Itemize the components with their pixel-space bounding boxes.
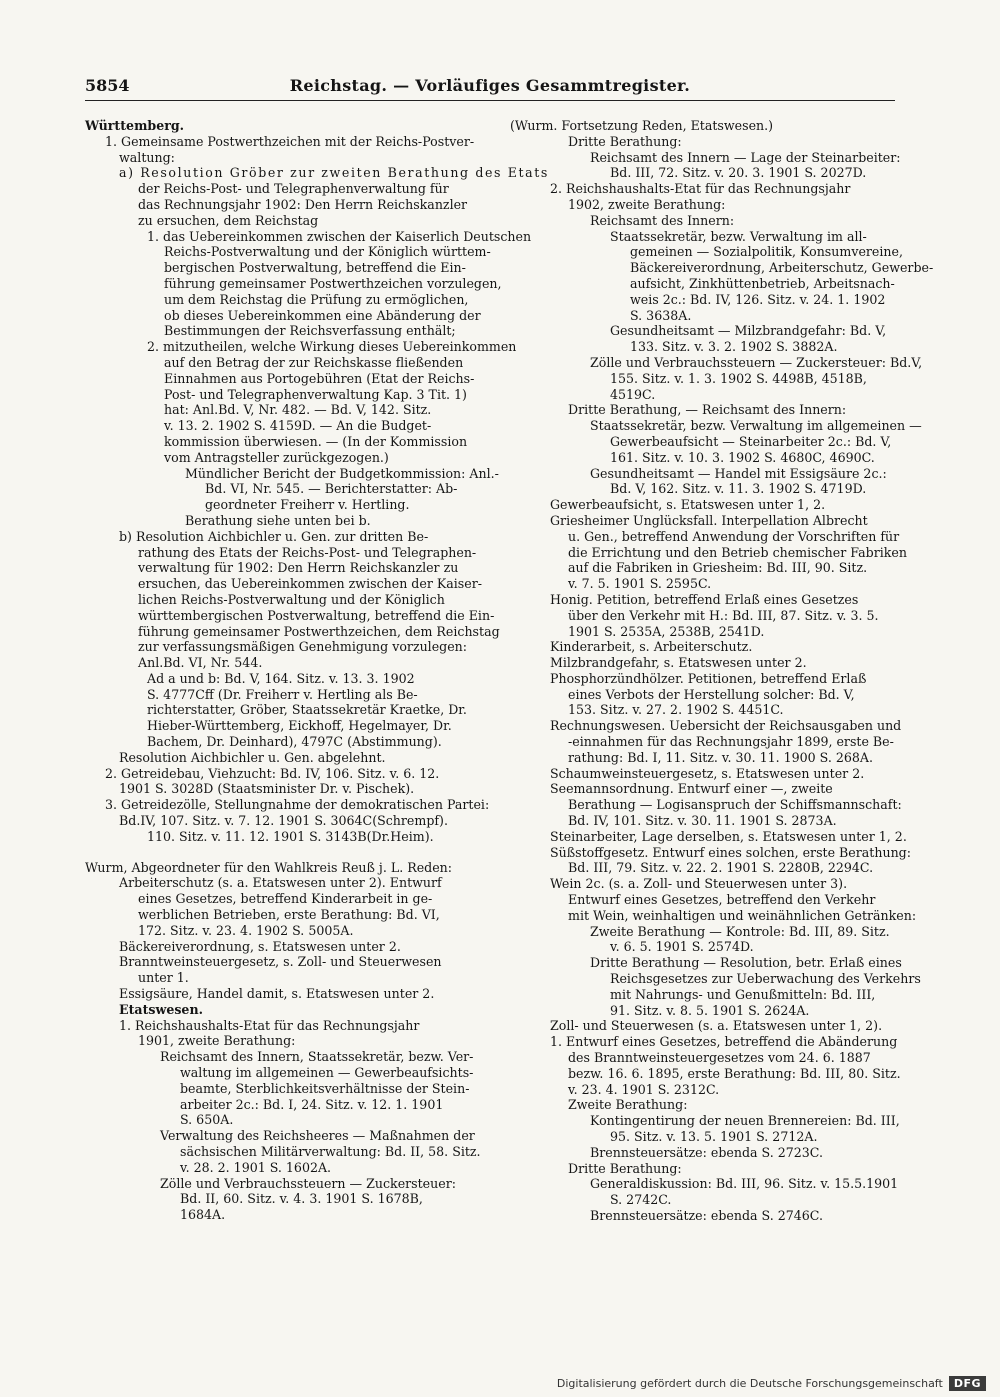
index-line: 3. Getreidezölle, Stellungnahme der demokratischen Partei:: [105, 797, 490, 813]
index-line: Süßstoffgesetz. Entwurf eines solchen, erste Berathung:: [550, 844, 911, 860]
index-line: um dem Reichstag die Prüfung zu ermöglichen,: [164, 291, 469, 307]
index-line: arbeiter 2c.: Bd. I, 24. Sitz. v. 12. 1. 1901: [180, 1096, 444, 1112]
index-line: 1901, zweite Berathung:: [138, 1033, 296, 1049]
index-line: 95. Sitz. v. 13. 5. 1901 S. 2712A.: [610, 1129, 818, 1144]
index-line: Bd.IV, 107. Sitz. v. 7. 12. 1901 S. 3064C(Schrempf).: [119, 813, 448, 829]
index-line: bezw. 16. 6. 1895, erste Berathung: Bd. III, 80. Sitz.: [568, 1065, 901, 1081]
index-line: aufsicht, Zinkhüttenbetrieb, Arbeitsnach-: [630, 275, 895, 291]
index-line: Ad a und b: Bd. V, 164. Sitz. v. 13. 3. 1902: [147, 670, 415, 686]
index-line: Rechnungswesen. Uebersicht der Reichsausgaben und: [550, 718, 902, 734]
page-number: 5854: [85, 76, 130, 95]
dfg-logo: DFG: [949, 1376, 986, 1391]
index-line: Dritte Berathung, — Reichsamt des Innern:: [568, 402, 847, 418]
index-line: eines Verbots der Herstellung solcher: Bd. V,: [568, 686, 855, 702]
index-line: Anl.Bd. VI, Nr. 544.: [138, 655, 263, 671]
index-line: waltung im allgemeinen — Gewerbeaufsichts-: [180, 1065, 474, 1081]
index-line: führung gemeinsamer Postwerthzeichen, dem Reichstag: [138, 623, 500, 639]
index-line: geordneter Freiherr v. Hertling.: [205, 497, 410, 513]
index-line: Zweite Berathung — Kontrole: Bd. III, 89. Sitz.: [590, 923, 890, 939]
index-line: Honig. Petition, betreffend Erlaß eines Gesetzes: [550, 591, 859, 607]
page-header: [85, 76, 895, 101]
index-line: Resolution Aichbichler u. Gen. abgelehnt.: [119, 749, 386, 765]
index-line: zur verfassungsmäßigen Genehmigung vorzulegen:: [138, 639, 468, 655]
index-line: Bd. V, 162. Sitz. v. 11. 3. 1902 S. 4719D.: [610, 481, 867, 497]
index-line: Steinarbeiter, Lage derselben, s. Etatswesen unter 1, 2.: [550, 828, 907, 844]
index-line: Gesundheitsamt — Handel mit Essigsäure 2c.:: [590, 465, 887, 481]
index-line: 1. Reichshaushalts-Etat für das Rechnungsjahr: [119, 1017, 420, 1033]
index-line: -einnahmen für das Rechnungsjahr 1899, erste Be-: [568, 734, 894, 750]
index-line: Essigsäure, Handel damit, s. Etatswesen unter 2.: [119, 986, 435, 1002]
index-line: zu ersuchen, dem Reichstag: [138, 212, 319, 228]
index-line: 2. Getreidebau, Viehzucht: Bd. IV, 106. Sitz. v. 6. 12.: [105, 765, 440, 781]
index-line: Bäckereiverordnung, Arbeiterschutz, Gewerbe-: [630, 260, 934, 276]
index-line: Seemannsordnung. Entwurf einer —, zweite: [550, 781, 833, 797]
index-line: ersuchen, das Uebereinkommen zwischen der Kaiser-: [138, 576, 482, 592]
index-line: Arbeiterschutz (s. a. Etatswesen unter 2). Entwurf: [119, 875, 442, 891]
index-line: auf den Betrag der zur Reichskasse fließenden: [164, 354, 464, 370]
left-column: [85, 118, 549, 1223]
index-line: Kontingentirung der neuen Brennereien: Bd. III,: [590, 1113, 900, 1129]
index-line: weis 2c.: Bd. IV, 126. Sitz. v. 24. 1. 1902: [630, 291, 886, 307]
running-title: Reichstag. — Vorläufiges Gesammtregister.: [289, 76, 691, 95]
index-line: sächsischen Militärverwaltung: Bd. II, 58. Sitz.: [180, 1144, 481, 1159]
index-line: Bd. III, 72. Sitz. v. 20. 3. 1901 S. 2027D.: [610, 165, 867, 181]
index-line: rathung des Etats der Reichs-Post- und Telegraphen-: [138, 544, 477, 560]
index-line: a) Resolution Gröber zur zweiten Berathung des Etats: [119, 165, 549, 181]
index-line: hat: Anl.Bd. V, Nr. 482. — Bd. V, 142. Sitz.: [164, 402, 432, 418]
index-line: mit Wein, weinhaltigen und weinähnlichen Getränken:: [568, 907, 917, 923]
index-line: Kinderarbeit, s. Arbeiterschutz.: [550, 639, 753, 655]
index-line: eines Gesetzes, betreffend Kinderarbeit in ge-: [138, 891, 433, 907]
index-line: verwaltung für 1902: Den Herrn Reichskanzler zu: [138, 560, 459, 576]
index-line: Bd. III, 79. Sitz. v. 22. 2. 1901 S. 2280B, 2294C.: [568, 860, 874, 876]
index-line: der Reichs-Post- und Telegraphenverwaltung für: [138, 181, 449, 197]
index-line: Gewerbeaufsicht — Steinarbeiter 2c.: Bd. V,: [610, 433, 892, 449]
index-line: Post- und Telegraphenverwaltung Kap. 3 Tit. 1): [164, 386, 467, 402]
index-line: 1. Entwurf eines Gesetzes, betreffend die Abänderung: [550, 1034, 898, 1050]
index-line: Milzbrandgefahr, s. Etatswesen unter 2.: [550, 655, 807, 671]
index-line: Reichs-Postverwaltung und der Königlich württem-: [164, 244, 491, 260]
index-line: rathung: Bd. I, 11. Sitz. v. 30. 11. 1900 S. 268A.: [568, 749, 873, 765]
index-line: des Branntweinsteuergesetzes vom 24. 6. 1887: [568, 1050, 871, 1066]
index-line: Brennsteuersätze: ebenda S. 2723C.: [590, 1144, 823, 1160]
index-line: Reichsamt des Innern — Lage der Steinarbeiter:: [590, 149, 901, 165]
index-line: richterstatter, Gröber, Staatssekretär Kraetke, Dr.: [147, 702, 467, 718]
index-line: beamte, Sterblichkeitsverhältnisse der Stein-: [180, 1080, 470, 1096]
index-line: Reichsamt des Innern:: [590, 212, 735, 228]
index-line: Branntweinsteuergesetz, s. Zoll- und Steuerwesen: [119, 954, 442, 970]
index-line: Bd. II, 60. Sitz. v. 4. 3. 1901 S. 1678B,: [180, 1191, 423, 1207]
index-line: Bestimmungen der Reichsverfassung enthält;: [164, 323, 456, 339]
index-line: führung gemeinsamer Postwerthzeichen vorzulegen,: [164, 275, 502, 291]
index-line: (Wurm. Fortsetzung Reden, Etatswesen.): [510, 118, 774, 133]
index-line: die Errichtung und den Betrieb chemischer Fabriken: [568, 544, 907, 560]
index-line: Gewerbeaufsicht, s. Etatswesen unter 1, 2.: [550, 497, 826, 513]
index-line: ob dieses Uebereinkommen eine Abänderung der: [164, 307, 481, 323]
index-line: 153. Sitz. v. 27. 2. 1902 S. 4451C.: [568, 702, 784, 718]
index-line: Generaldiskussion: Bd. III, 96. Sitz. v. 15.5.1901: [590, 1176, 899, 1192]
index-line: Staatssekretär, bezw. Verwaltung im all-: [610, 228, 867, 244]
index-line: v. 23. 4. 1901 S. 2312C.: [568, 1081, 720, 1097]
index-line: Hieber-Württemberg, Eickhoff, Hegelmayer, Dr.: [147, 718, 452, 734]
index-line: 110. Sitz. v. 11. 12. 1901 S. 3143B(Dr.Heim).: [147, 828, 434, 844]
index-line: kommission überwiesen. — (In der Kommission: [164, 433, 468, 449]
index-line: Phosphorzündhölzer. Petitionen, betreffend Erlaß: [550, 670, 867, 686]
index-line: Zoll- und Steuerwesen (s. a. Etatswesen unter 1, 2).: [550, 1018, 883, 1034]
index-line: Gesundheitsamt — Milzbrandgefahr: Bd. V,: [610, 323, 887, 339]
index-line: Verwaltung des Reichsheeres — Maßnahmen der: [160, 1128, 475, 1144]
index-line: v. 28. 2. 1901 S. 1602A.: [180, 1159, 332, 1175]
index-line: Schaumweinsteuergesetz, s. Etatswesen unter 2.: [550, 765, 865, 781]
index-line: Etatswesen.: [119, 1001, 203, 1017]
index-line: gemeinen — Sozialpolitik, Konsumvereine,: [630, 244, 903, 260]
index-line: 161. Sitz. v. 10. 3. 1902 S. 4680C, 4690C.: [610, 449, 875, 465]
index-line: württembergischen Postverwaltung, betreffend die Ein-: [138, 607, 495, 623]
index-line: Bd. VI, Nr. 545. — Berichterstatter: Ab-: [205, 481, 458, 497]
entry-spacer: [85, 845, 495, 860]
funding-note: Digitalisierung gefördert durch die Deutsche Forschungsgemeinschaft: [556, 1377, 943, 1390]
footer: [557, 1376, 986, 1391]
index-line: über den Verkehr mit H.: Bd. III, 87. Sitz. v. 3. 5.: [568, 607, 879, 623]
index-line: b) Resolution Aichbichler u. Gen. zur dritten Be-: [119, 528, 429, 544]
index-line: 2. mitzutheilen, welche Wirkung dieses Uebereinkommen: [147, 339, 517, 355]
index-line: 1. Gemeinsame Postwerthzeichen mit der Reichs-Postver-: [105, 133, 475, 149]
index-line: Wein 2c. (s. a. Zoll- und Steuerwesen unter 3).: [550, 876, 848, 892]
index-line: Bachem, Dr. Deinhard), 4797C (Abstimmung).: [147, 734, 442, 750]
index-line: mit Nahrungs- und Genußmitteln: Bd. III,: [610, 986, 876, 1002]
index-line: 1902, zweite Berathung:: [568, 196, 726, 212]
index-line: Griesheimer Unglücksfall. Interpellation Albrecht: [550, 512, 868, 528]
index-line: Einnahmen aus Portogebühren (Etat der Reichs-: [164, 370, 475, 386]
index-line: Dritte Berathung:: [568, 1160, 682, 1176]
index-line: Bäckereiverordnung, s. Etatswesen unter 2.: [119, 938, 401, 954]
index-line: bergischen Postverwaltung, betreffend die Ein-: [164, 260, 466, 276]
index-line: Berathung siehe unten bei b.: [185, 512, 371, 528]
index-line: 2. Reichshaushalts-Etat für das Rechnungsjahr: [550, 181, 851, 197]
index-line: v. 13. 2. 1902 S. 4159D. — An die Budget-: [164, 418, 432, 434]
index-line: 1901 S. 2535A, 2538B, 2541D.: [568, 623, 765, 639]
index-line: 1684A.: [180, 1207, 226, 1223]
index-line: v. 7. 5. 1901 S. 2595C.: [568, 576, 712, 592]
index-line: Mündlicher Bericht der Budgetkommission: Anl.-: [185, 465, 499, 481]
index-line: v. 6. 5. 1901 S. 2574D.: [610, 939, 754, 955]
index-line: Württemberg.: [85, 118, 185, 133]
index-line: Zweite Berathung:: [568, 1097, 688, 1113]
index-line: Zölle und Verbrauchssteuern — Zuckersteuer:: [160, 1175, 456, 1191]
right-column: [510, 118, 934, 1224]
index-line: S. 3638A.: [630, 307, 692, 323]
index-line: Wurm, Abgeordneter für den Wahlkreis Reuß j. L. Reden:: [85, 859, 453, 875]
index-line: werblichen Betrieben, erste Berathung: Bd. VI,: [138, 907, 440, 923]
index-line: vom Antragsteller zurückgezogen.): [164, 449, 389, 465]
index-line: 4519C.: [610, 386, 656, 402]
index-line: das Rechnungsjahr 1902: Den Herrn Reichskanzler: [138, 196, 468, 212]
index-line: unter 1.: [138, 970, 189, 986]
index-line: S. 2742C.: [610, 1192, 672, 1208]
index-line: Reichsamt des Innern, Staatssekretär, bezw. Ver-: [160, 1049, 474, 1065]
index-line: Zölle und Verbrauchssteuern — Zuckersteuer: Bd.V,: [590, 354, 923, 370]
index-line: 1901 S. 3028D (Staatsminister Dr. v. Pischek).: [119, 781, 415, 797]
index-line: Bd. IV, 101. Sitz. v. 30. 11. 1901 S. 2873A.: [568, 813, 837, 829]
index-line: Dritte Berathung — Resolution, betr. Erlaß eines: [590, 955, 902, 971]
index-line: auf die Fabriken in Griesheim: Bd. III, 90. Sitz.: [568, 560, 868, 576]
index-line: S. 4777Cff (Dr. Freiherr v. Hertling als Be-: [147, 686, 418, 702]
index-line: waltung:: [119, 149, 175, 165]
index-line: Entwurf eines Gesetzes, betreffend den Verkehr: [568, 892, 876, 908]
index-line: 91. Sitz. v. 8. 5. 1901 S. 2624A.: [610, 1002, 810, 1018]
index-line: Brennsteuersätze: ebenda S. 2746C.: [590, 1207, 823, 1223]
index-line: 133. Sitz. v. 3. 2. 1902 S. 3882A.: [630, 339, 838, 355]
index-line: Berathung — Logisanspruch der Schiffsmannschaft:: [568, 797, 902, 813]
index-line: lichen Reichs-Postverwaltung und der Königlich: [138, 591, 445, 607]
index-line: 1. das Uebereinkommen zwischen der Kaiserlich Deutschen: [147, 228, 532, 244]
index-line: Reichsgesetzes zur Ueberwachung des Verkehrs: [610, 971, 921, 987]
index-line: u. Gen., betreffend Anwendung der Vorschriften für: [568, 528, 900, 544]
index-line: Dritte Berathung:: [568, 133, 682, 149]
index-line: Staatssekretär, bezw. Verwaltung im allgemeinen —: [590, 418, 922, 434]
index-line: 172. Sitz. v. 23. 4. 1902 S. 5005A.: [138, 922, 354, 938]
index-line: 155. Sitz. v. 1. 3. 1902 S. 4498B, 4518B,: [610, 370, 867, 386]
index-line: S. 650A.: [180, 1112, 234, 1128]
